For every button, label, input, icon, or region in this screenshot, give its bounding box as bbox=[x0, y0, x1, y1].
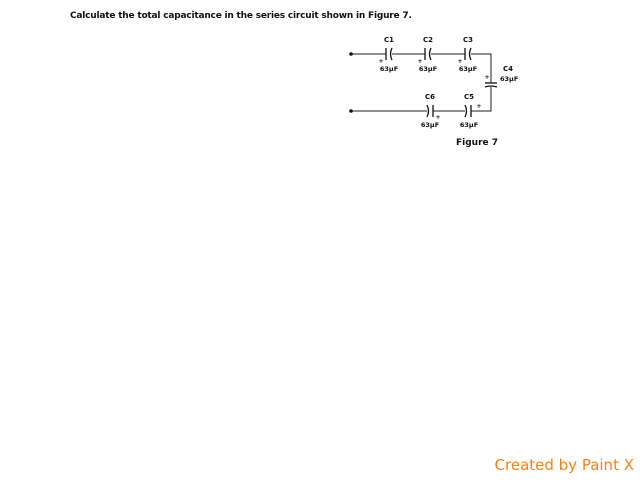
output-terminal bbox=[349, 109, 353, 113]
capacitor-c6 bbox=[427, 105, 433, 117]
c4-value: 63μF bbox=[500, 75, 519, 83]
input-terminal bbox=[349, 52, 353, 56]
c3-label: C3 bbox=[462, 36, 474, 44]
capacitor-c2 bbox=[425, 48, 431, 60]
c1-value: 63μF bbox=[379, 65, 399, 73]
c2-polarity: + bbox=[417, 58, 423, 65]
c6-label: C6 bbox=[424, 93, 436, 101]
watermark-text: Created by Paint X bbox=[494, 456, 634, 474]
c6-value: 63μF bbox=[420, 121, 440, 129]
c5-label: C5 bbox=[463, 93, 475, 101]
c2-value: 63μF bbox=[418, 65, 438, 73]
c4-label: C4 bbox=[503, 65, 514, 73]
capacitor-c3 bbox=[465, 48, 471, 60]
c4-polarity: + bbox=[484, 74, 490, 81]
capacitor-c1 bbox=[386, 48, 392, 60]
c1-polarity: + bbox=[378, 58, 384, 65]
c3-value: 63μF bbox=[458, 65, 478, 73]
c1-label: C1 bbox=[383, 36, 395, 44]
c6-polarity: + bbox=[435, 114, 441, 121]
figure-caption: Figure 7 bbox=[456, 138, 499, 148]
c5-value: 63μF bbox=[459, 121, 479, 129]
c3-polarity: + bbox=[457, 58, 463, 65]
question-text: Calculate the total capacitance in the series circuit shown in Figure 7. bbox=[70, 11, 412, 21]
c2-label: C2 bbox=[422, 36, 434, 44]
capacitor-c5 bbox=[465, 105, 471, 117]
c5-polarity: + bbox=[476, 103, 482, 110]
capacitor-c4 bbox=[485, 83, 497, 87]
